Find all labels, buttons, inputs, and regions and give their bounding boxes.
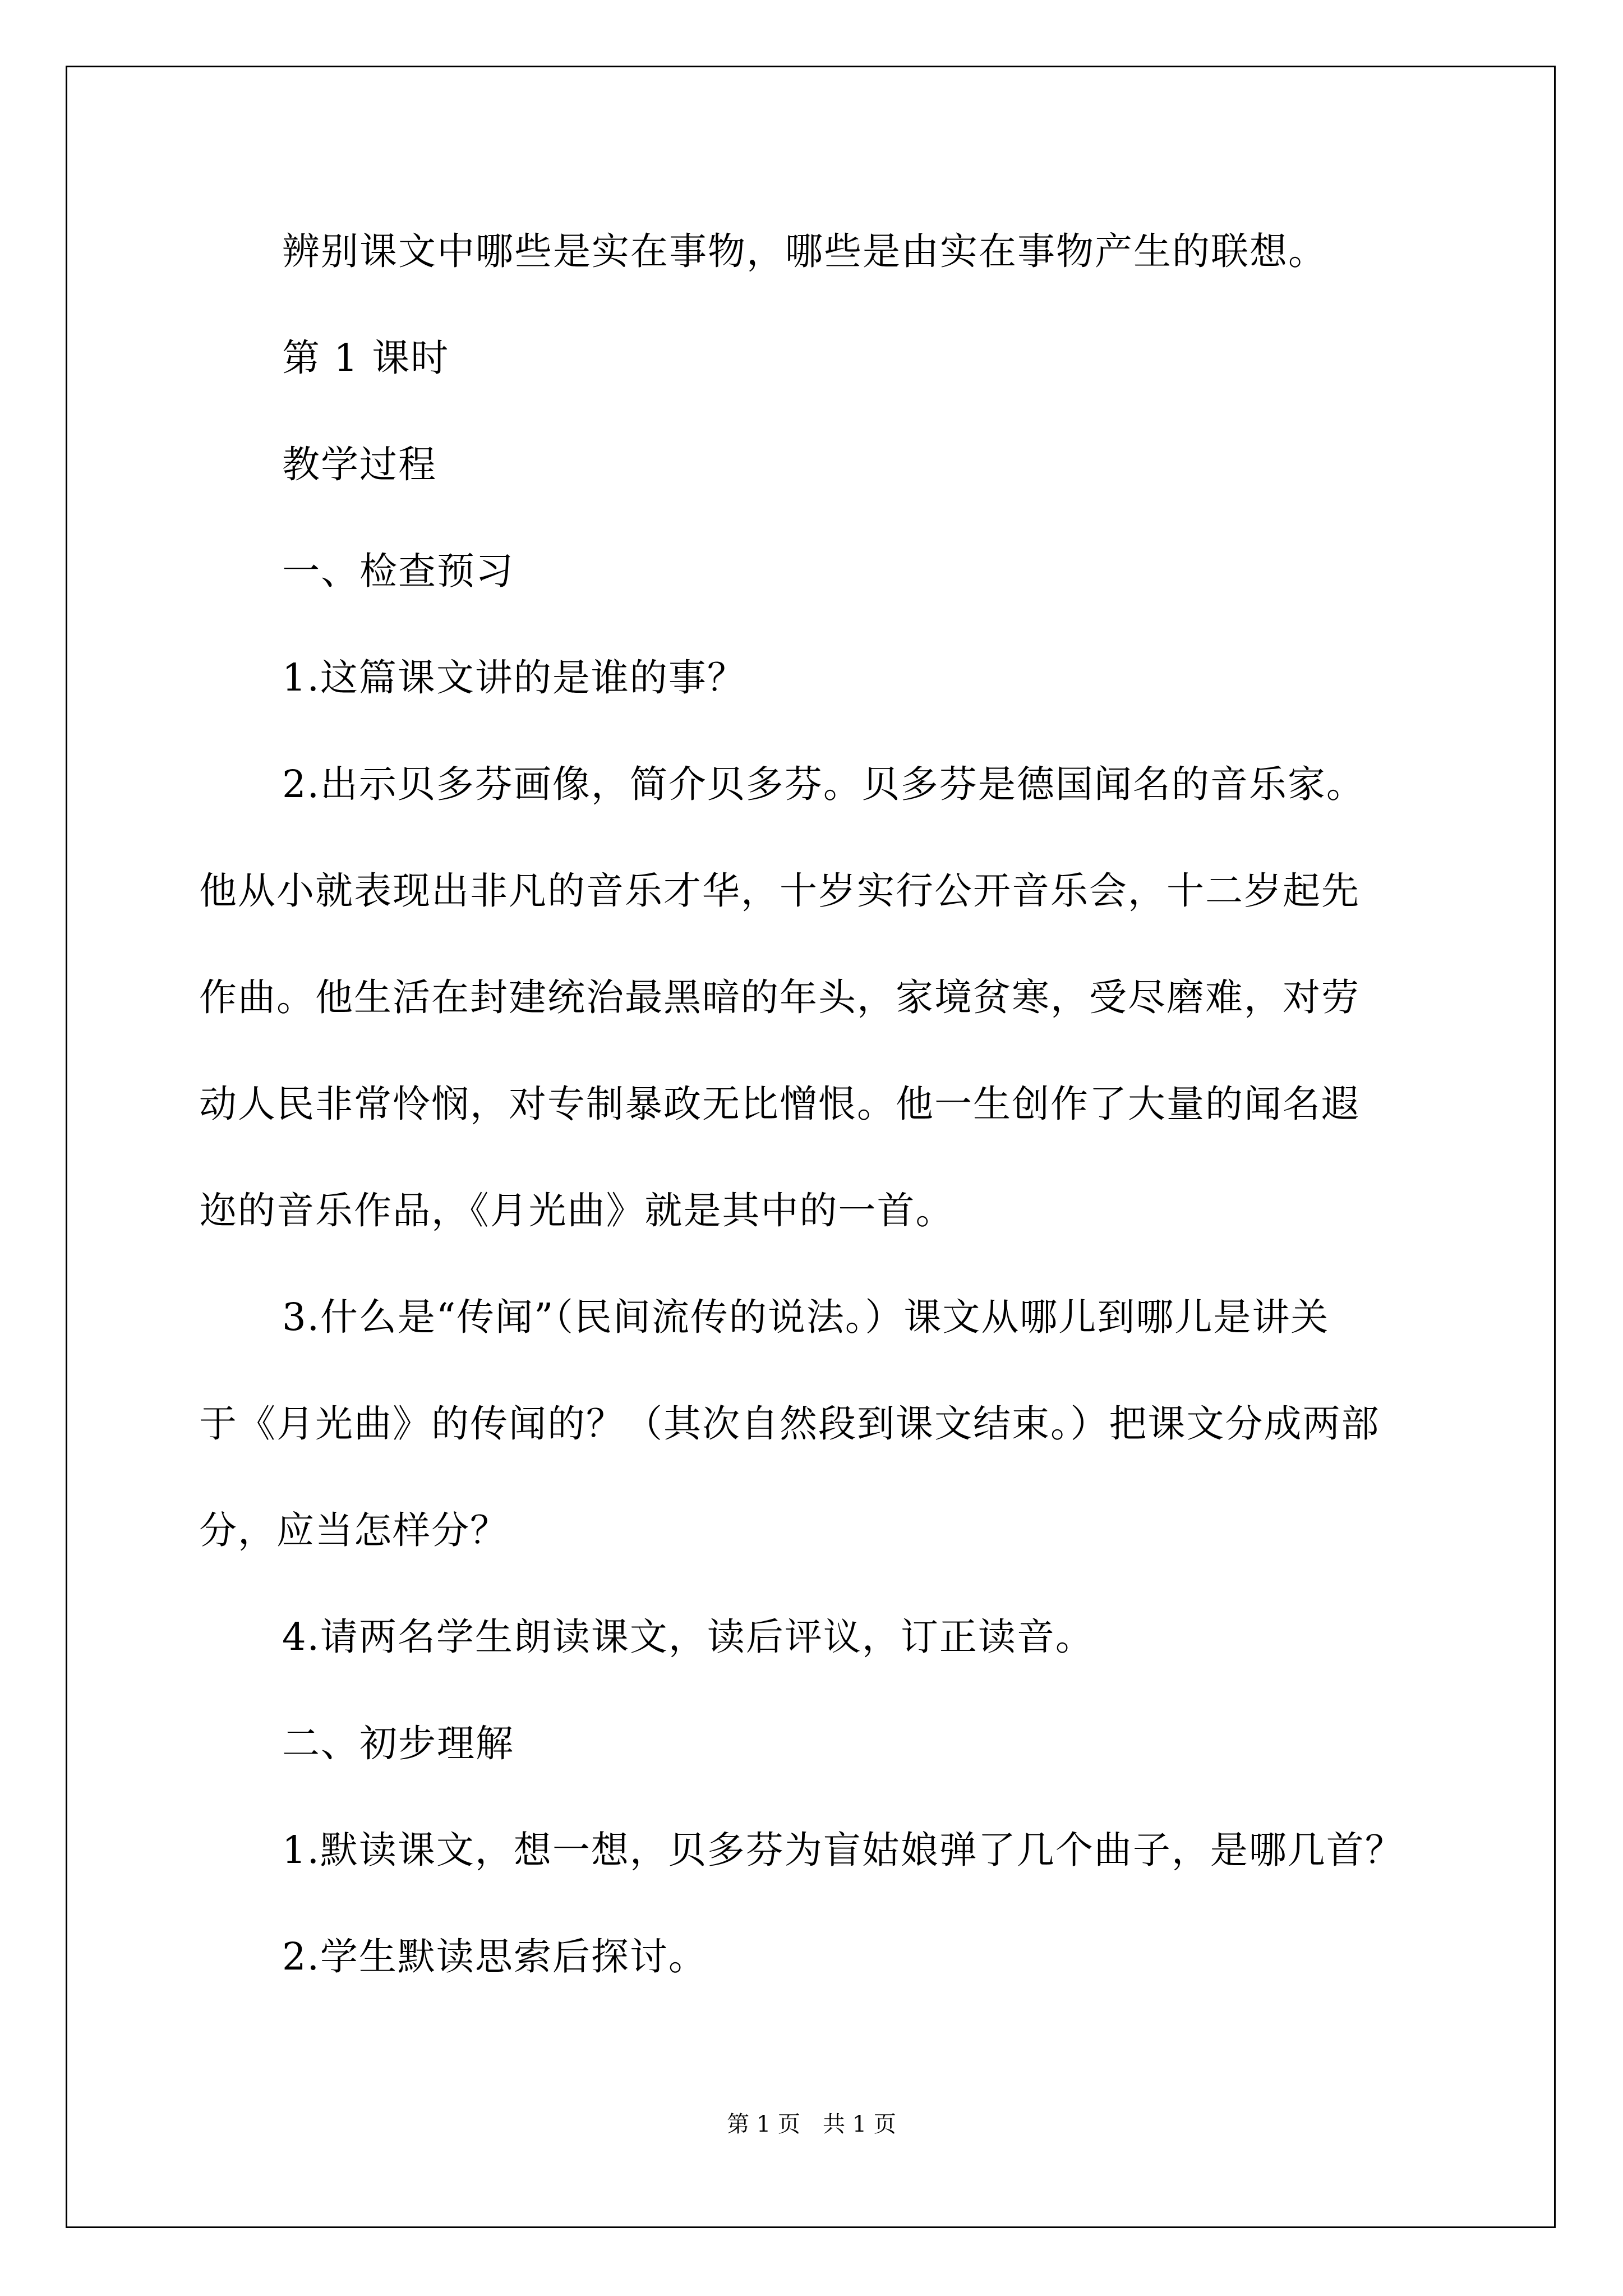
paragraph-line: 辨别课文中哪些是实在事物，哪些是由实在事物产生的联想。 [282, 229, 1327, 273]
paragraph-line: 他从小就表现出非凡的音乐才华，十岁实行公开音乐会，十二岁起先 [199, 869, 1360, 913]
section-heading: 一、检查预习 [282, 549, 514, 593]
section-heading: 教学过程 [282, 443, 437, 486]
paragraph-line: 1.默读课文，想一想，贝多芬为盲姑娘弹了几个曲子，是哪几首？ [282, 1828, 1404, 1872]
paragraph-line: 动人民非常怜悯，对专制暴政无比憎恨。他一生创作了大量的闻名遐 [199, 1082, 1360, 1126]
lesson-heading: 第 1 课时 [282, 336, 450, 380]
paragraph-line: 4.请两名学生朗读课文，读后评议，订正读音。 [282, 1615, 1094, 1659]
paragraph-line: 作曲。他生活在封建统治最黑暗的年头，家境贫寒，受尽磨难，对劳 [199, 976, 1360, 1019]
paragraph-line: 2.出示贝多芬画像，简介贝多芬。贝多芬是德国闻名的音乐家。 [282, 762, 1365, 806]
paragraph-line: 3.什么是“传闻”（民间流传的说法。）课文从哪儿到哪儿是讲关 [282, 1295, 1330, 1339]
paragraph-line: 迩的音乐作品，《月光曲》就是其中的一首。 [199, 1189, 955, 1232]
page-number-footer: 第 1 页 共 1 页 [727, 2111, 896, 2137]
section-heading: 二、初步理解 [282, 1722, 514, 1765]
paragraph-line: 于《月光曲》的传闻的？（其次自然段到课文结束。）把课文分成两部 [199, 1402, 1380, 1446]
paragraph-line: 2.学生默读思索后探讨。 [282, 1935, 707, 1978]
paragraph-line: 1.这篇课文讲的是谁的事？ [282, 656, 746, 700]
page-border [66, 66, 1556, 2228]
paragraph-line: 分，应当怎样分？ [199, 1508, 509, 1552]
